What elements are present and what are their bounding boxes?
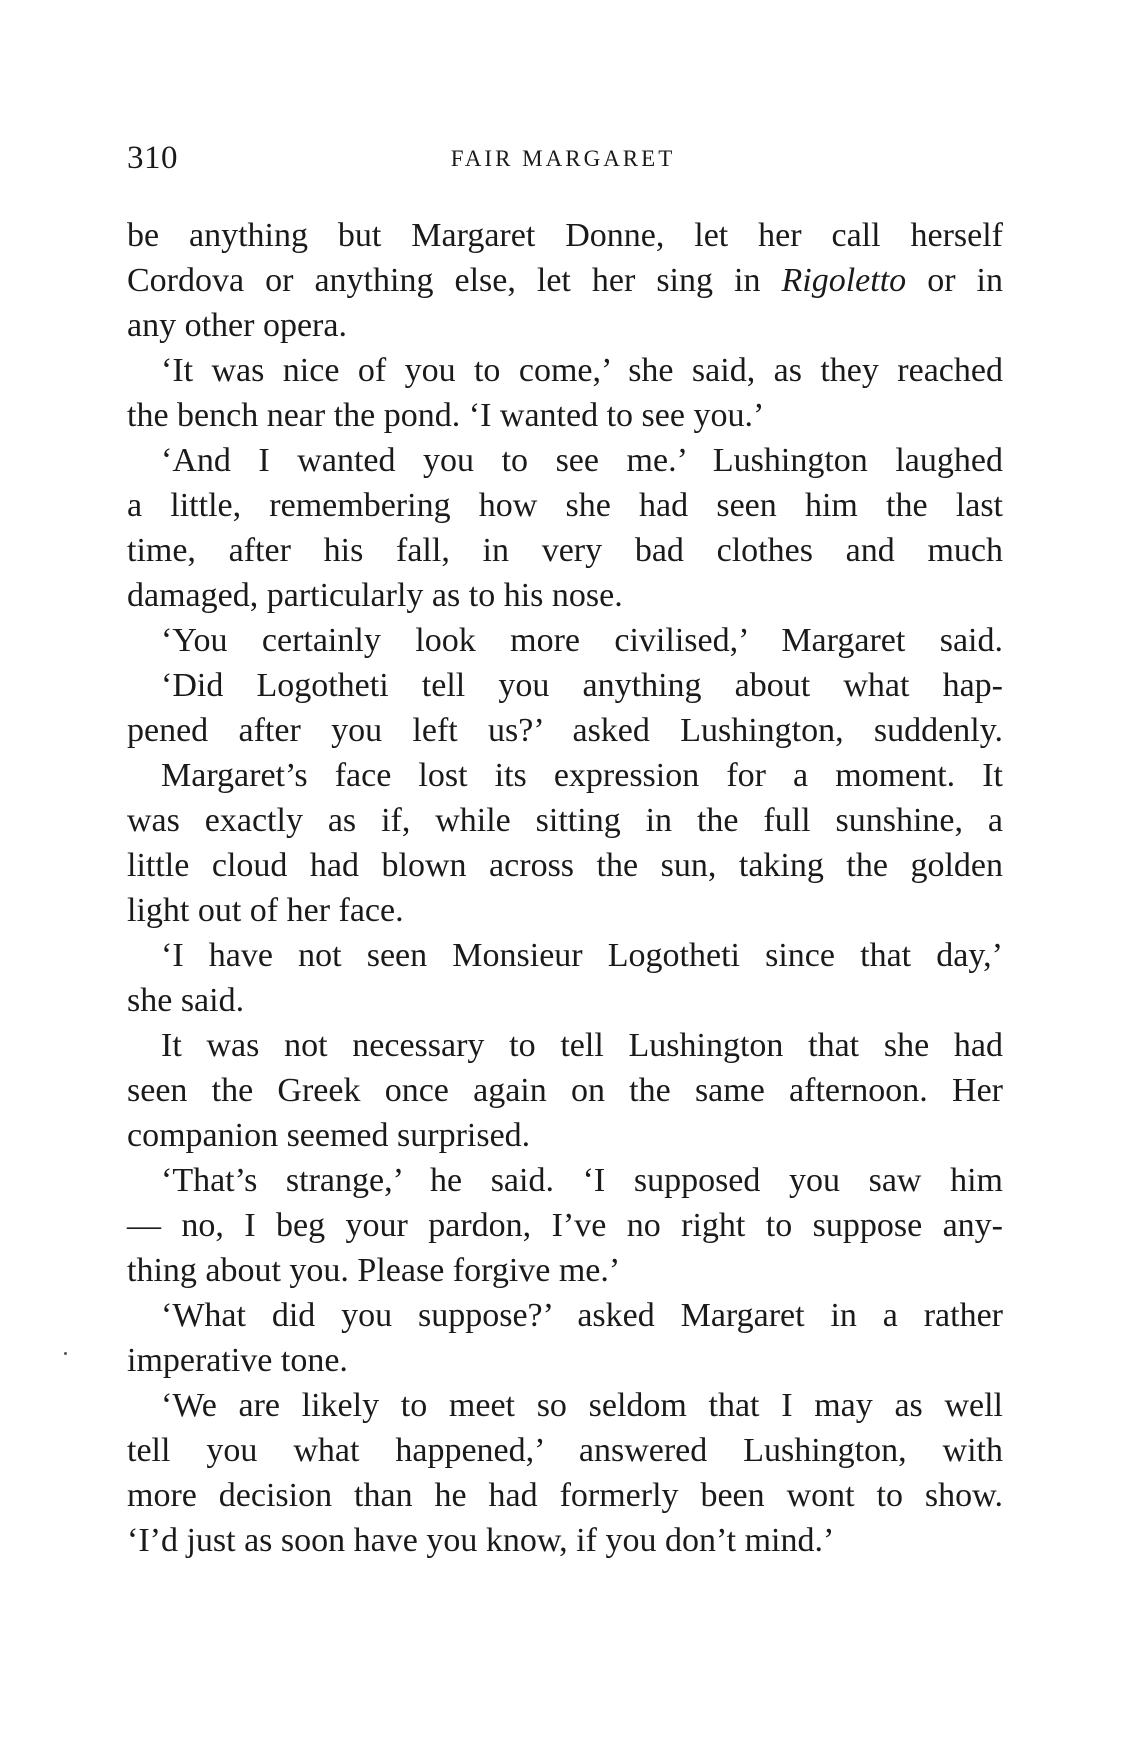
text-line: thing about you. Please forgive me.’ — [127, 1252, 621, 1289]
text-line: damaged, particularly as to his nose. — [127, 577, 623, 614]
text-line: ‘You certainly look more civilised,’ Margaret said. — [161, 622, 1003, 659]
text-line: a little, remembering how she had seen him the last — [127, 487, 1003, 524]
italic-title: Rigoletto — [781, 262, 907, 299]
text-line: ‘Did Logotheti tell you anything about what hap- — [161, 667, 1003, 704]
text-line: time, after his fall, in very bad clothes and much — [127, 532, 1003, 569]
text-line: the bench near the pond. ‘I wanted to see you.’ — [127, 397, 765, 434]
text-line: pened after you left us?’ asked Lushington, suddenly. — [127, 712, 1003, 749]
text-line: imperative tone. — [127, 1342, 348, 1379]
text-line: Cordova or anything else, let her sing in Rigoletto or in — [127, 262, 1003, 299]
text-line: light out of her face. — [127, 892, 404, 929]
text-line: she said. — [127, 982, 245, 1019]
text-line: ‘I’d just as soon have you know, if you don’t mind.’ — [127, 1522, 835, 1559]
text-line: ‘And I wanted you to see me.’ Lushington laughed — [161, 442, 1003, 479]
stray-ink-mark — [64, 1352, 67, 1355]
text-line: more decision than he had formerly been wont to show. — [127, 1477, 1003, 1514]
text-line: little cloud had blown across the sun, taking the golden — [127, 847, 1003, 884]
text-line: ‘I have not seen Monsieur Logotheti since that day,’ — [161, 937, 1003, 974]
text-line: be anything but Margaret Donne, let her call herself — [127, 217, 1003, 254]
text-line: ‘That’s strange,’ he said. ‘I supposed you saw him — [161, 1162, 1003, 1199]
text-line: ‘What did you suppose?’ asked Margaret in a rather — [161, 1297, 1003, 1334]
text-line: — no, I beg your pardon, I’ve no right to suppose any- — [127, 1207, 1003, 1244]
running-title: FAIR MARGARET — [450, 146, 676, 171]
text-line: Margaret’s face lost its expression for a moment. It — [161, 757, 1003, 794]
text-line: ‘It was nice of you to come,’ she said, as they reached — [161, 352, 1003, 389]
text-line: tell you what happened,’ answered Lushington, with — [127, 1432, 1003, 1469]
page-header — [127, 138, 999, 188]
text-line: seen the Greek once again on the same afternoon. Her — [127, 1072, 1003, 1109]
text-line: ‘We are likely to meet so seldom that I may as well — [161, 1387, 1003, 1424]
text-line: any other opera. — [127, 307, 347, 344]
text-line: companion seemed surprised. — [127, 1117, 531, 1154]
text-line: was exactly as if, while sitting in the full sunshine, a — [127, 802, 1003, 839]
body-text — [127, 213, 1003, 1563]
page-number: 310 — [127, 140, 178, 176]
text-line: It was not necessary to tell Lushington that she had — [161, 1027, 1003, 1064]
